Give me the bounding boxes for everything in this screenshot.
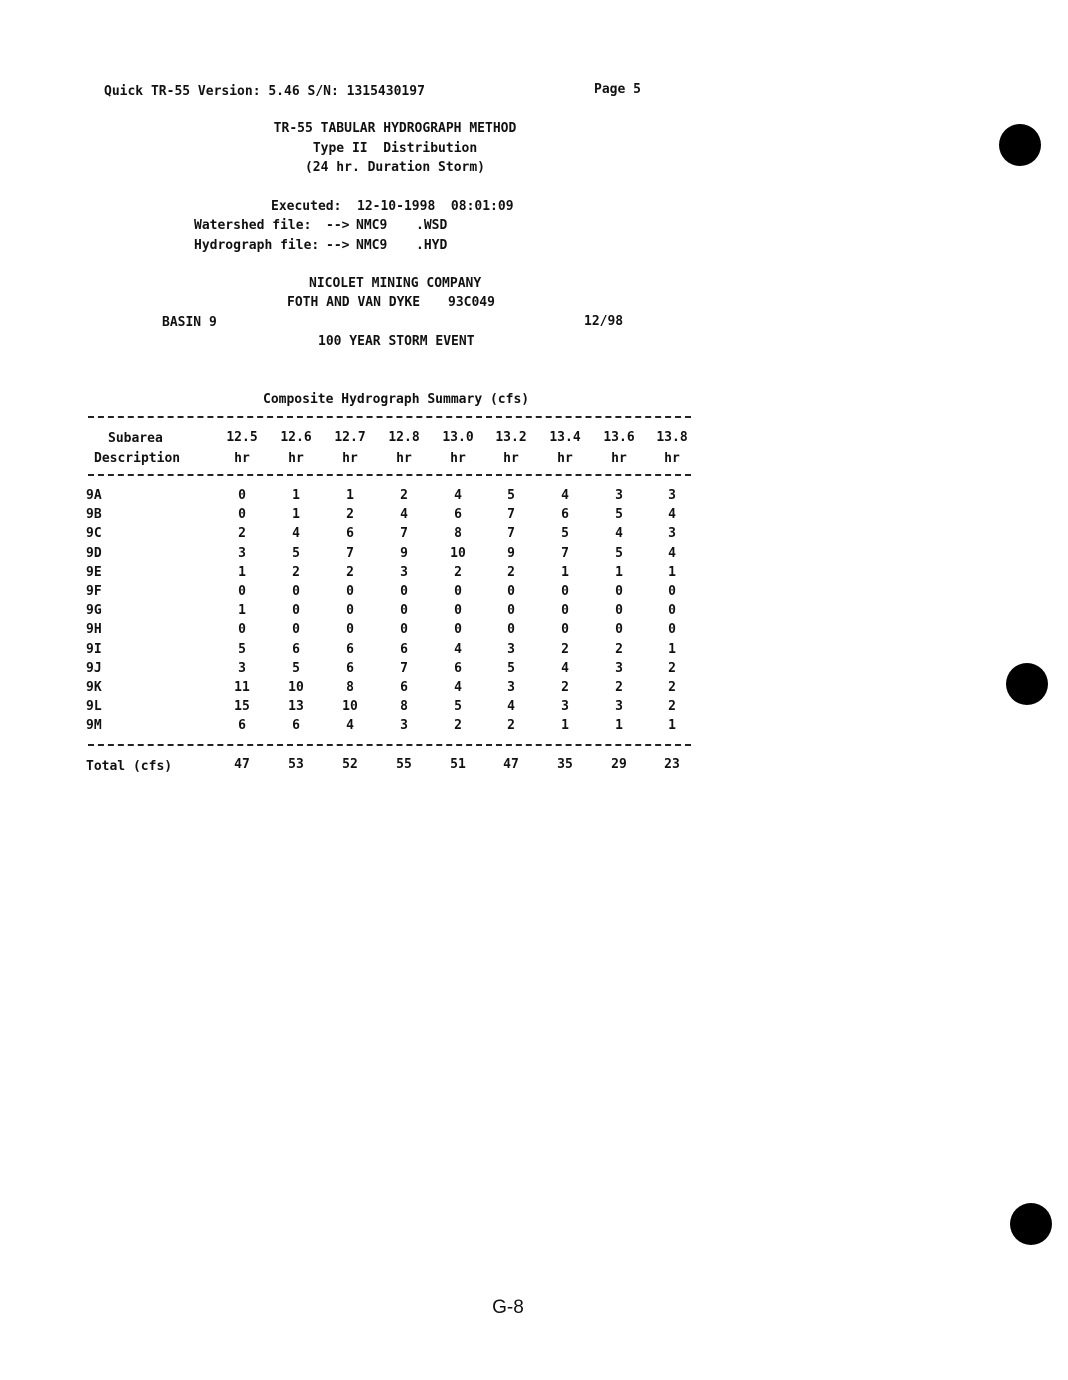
table-cell: 2 (668, 680, 676, 695)
table-cell: 3 (561, 699, 569, 714)
table-cell: 2 (507, 718, 515, 733)
table-cell: 0 (292, 603, 300, 618)
hydrograph-file-name: NMC9 (356, 238, 388, 253)
table-cell: 0 (615, 622, 623, 637)
table-cell: 1 (615, 565, 623, 580)
subarea-label: 9J (86, 661, 102, 676)
table-cell: 4 (561, 488, 569, 503)
consultant-name: FOTH AND VAN DYKE (287, 295, 421, 310)
subarea-label: 9H (86, 622, 102, 637)
table-rule-bottom (88, 744, 691, 746)
table-cell: 7 (346, 546, 354, 561)
table-cell: 2 (668, 699, 676, 714)
table-cell: 9 (400, 546, 408, 561)
total-cell: 29 (611, 757, 627, 772)
table-cell: 3 (400, 565, 408, 580)
table-cell: 0 (561, 584, 569, 599)
watershed-file-arrow: --> (326, 218, 350, 233)
table-cell: 1 (238, 565, 246, 580)
table-cell: 2 (454, 565, 462, 580)
row-header-subarea: Subarea (108, 431, 163, 446)
table-cell: 5 (561, 526, 569, 541)
table-cell: 10 (342, 699, 358, 714)
table-cell: 6 (400, 680, 408, 695)
table-cell: 5 (615, 546, 623, 561)
table-cell: 2 (238, 526, 246, 541)
table-cell: 8 (346, 680, 354, 695)
table-cell: 0 (561, 622, 569, 637)
time-header-4: 12.8 (388, 430, 420, 445)
table-cell: 6 (292, 642, 300, 657)
subarea-label: 9B (86, 507, 102, 522)
time-unit-5: hr (450, 451, 466, 466)
watershed-file-name: NMC9 (356, 218, 388, 233)
time-header-8: 13.6 (603, 430, 635, 445)
table-cell: 1 (346, 488, 354, 503)
distribution-type: Type II Distribution (312, 141, 478, 156)
time-unit-3: hr (342, 451, 358, 466)
table-cell: 5 (615, 507, 623, 522)
table-cell: 5 (238, 642, 246, 657)
table-cell: 7 (561, 546, 569, 561)
table-cell: 5 (292, 546, 300, 561)
table-cell: 2 (400, 488, 408, 503)
table-cell: 0 (668, 622, 676, 637)
table-cell: 1 (292, 507, 300, 522)
storm-duration: (24 hr. Duration Storm) (304, 160, 485, 175)
table-cell: 1 (615, 718, 623, 733)
table-cell: 7 (507, 507, 515, 522)
table-cell: 3 (615, 488, 623, 503)
subarea-label: 9K (86, 680, 102, 695)
basin-name: BASIN 9 (162, 315, 217, 330)
table-cell: 4 (615, 526, 623, 541)
table-cell: 0 (292, 622, 300, 637)
total-cell: 23 (664, 757, 680, 772)
table-cell: 3 (615, 661, 623, 676)
subarea-label: 9A (86, 488, 102, 503)
table-cell: 1 (668, 642, 676, 657)
total-cell: 35 (557, 757, 573, 772)
table-cell: 6 (400, 642, 408, 657)
table-cell: 0 (400, 603, 408, 618)
table-cell: 1 (668, 718, 676, 733)
table-cell: 0 (400, 622, 408, 637)
subarea-label: 9G (86, 603, 102, 618)
total-cell: 47 (503, 757, 519, 772)
time-header-1: 12.5 (226, 430, 258, 445)
table-cell: 0 (668, 603, 676, 618)
subarea-label: 9I (86, 642, 102, 657)
subarea-label: 9D (86, 546, 102, 561)
total-cell: 53 (288, 757, 304, 772)
table-cell: 3 (238, 546, 246, 561)
watershed-file-ext: .WSD (416, 218, 448, 233)
table-cell: 6 (346, 526, 354, 541)
table-cell: 8 (400, 699, 408, 714)
table-cell: 2 (561, 680, 569, 695)
hydrograph-file-label: Hydrograph file: (194, 238, 320, 253)
table-cell: 2 (346, 507, 354, 522)
table-cell: 1 (561, 565, 569, 580)
subarea-label: 9L (86, 699, 102, 714)
table-cell: 0 (346, 603, 354, 618)
table-cell: 4 (454, 680, 462, 695)
table-cell: 11 (234, 680, 250, 695)
table-cell: 4 (454, 642, 462, 657)
table-cell: 6 (561, 507, 569, 522)
table-cell: 2 (507, 565, 515, 580)
table-cell: 0 (238, 622, 246, 637)
table-cell: 2 (561, 642, 569, 657)
table-cell: 8 (454, 526, 462, 541)
table-cell: 1 (561, 718, 569, 733)
time-unit-6: hr (503, 451, 519, 466)
project-number: 93C049 (448, 295, 495, 310)
table-cell: 13 (288, 699, 304, 714)
subarea-label: 9E (86, 565, 102, 580)
table-cell: 0 (561, 603, 569, 618)
table-cell: 6 (292, 718, 300, 733)
table-cell: 1 (292, 488, 300, 503)
table-cell: 3 (238, 661, 246, 676)
table-cell: 0 (507, 584, 515, 599)
subarea-label: 9C (86, 526, 102, 541)
table-rule-mid (88, 474, 691, 476)
table-cell: 0 (454, 603, 462, 618)
table-cell: 6 (238, 718, 246, 733)
table-cell: 1 (668, 565, 676, 580)
table-cell: 3 (400, 718, 408, 733)
table-cell: 0 (400, 584, 408, 599)
table-cell: 4 (668, 507, 676, 522)
table-cell: 0 (346, 584, 354, 599)
time-unit-9: hr (664, 451, 680, 466)
report-title: TR-55 TABULAR HYDROGRAPH METHOD (273, 121, 517, 136)
time-unit-2: hr (288, 451, 304, 466)
table-cell: 5 (507, 488, 515, 503)
table-cell: 0 (292, 584, 300, 599)
table-cell: 5 (292, 661, 300, 676)
time-unit-1: hr (234, 451, 250, 466)
table-cell: 10 (450, 546, 466, 561)
time-unit-8: hr (611, 451, 627, 466)
time-header-7: 13.4 (549, 430, 581, 445)
executed-value: 12-10-1998 08:01:09 (357, 199, 514, 214)
table-cell: 0 (507, 603, 515, 618)
row-header-description: Description (94, 451, 181, 466)
table-cell: 0 (615, 603, 623, 618)
table-cell: 2 (615, 680, 623, 695)
table-caption: Composite Hydrograph Summary (cfs) (263, 392, 530, 407)
time-unit-4: hr (396, 451, 412, 466)
table-cell: 7 (400, 661, 408, 676)
table-cell: 0 (668, 584, 676, 599)
table-rule-top (88, 416, 691, 418)
table-cell: 6 (454, 661, 462, 676)
table-cell: 3 (668, 488, 676, 503)
page-id: G-8 (492, 1297, 524, 1318)
time-header-9: 13.8 (656, 430, 688, 445)
subarea-label: 9M (86, 718, 102, 733)
punch-hole-top (999, 124, 1041, 166)
table-cell: 2 (346, 565, 354, 580)
table-cell: 3 (615, 699, 623, 714)
table-cell: 4 (507, 699, 515, 714)
storm-event: 100 YEAR STORM EVENT (318, 334, 475, 349)
table-cell: 6 (346, 642, 354, 657)
time-header-5: 13.0 (442, 430, 474, 445)
table-cell: 3 (507, 642, 515, 657)
program-version: Quick TR-55 Version: 5.46 S/N: 1315430197 (104, 84, 425, 99)
table-cell: 6 (454, 507, 462, 522)
time-unit-7: hr (557, 451, 573, 466)
table-cell: 6 (346, 661, 354, 676)
table-cell: 0 (238, 507, 246, 522)
time-header-2: 12.6 (280, 430, 312, 445)
subarea-label: 9F (86, 584, 102, 599)
table-cell: 0 (346, 622, 354, 637)
hydrograph-file-arrow: --> (326, 238, 350, 253)
table-cell: 4 (400, 507, 408, 522)
table-cell: 4 (346, 718, 354, 733)
time-header-6: 13.2 (495, 430, 527, 445)
total-label: Total (cfs) (86, 759, 173, 774)
watershed-file-label: Watershed file: (194, 218, 312, 233)
page-number: Page 5 (594, 82, 641, 97)
time-header-3: 12.7 (334, 430, 366, 445)
punch-hole-bottom (1010, 1203, 1052, 1245)
table-cell: 0 (238, 584, 246, 599)
executed-label: Executed: (271, 199, 342, 214)
table-cell: 0 (615, 584, 623, 599)
table-cell: 0 (238, 488, 246, 503)
table-cell: 0 (507, 622, 515, 637)
table-cell: 4 (561, 661, 569, 676)
table-cell: 7 (507, 526, 515, 541)
hydrograph-file-ext: .HYD (416, 238, 448, 253)
table-cell: 1 (238, 603, 246, 618)
table-cell: 15 (234, 699, 250, 714)
table-cell: 2 (454, 718, 462, 733)
company-name: NICOLET MINING COMPANY (309, 276, 482, 291)
table-cell: 4 (454, 488, 462, 503)
table-cell: 2 (615, 642, 623, 657)
table-cell: 0 (454, 584, 462, 599)
table-cell: 5 (454, 699, 462, 714)
project-date: 12/98 (584, 314, 624, 329)
table-cell: 4 (292, 526, 300, 541)
total-cell: 52 (342, 757, 358, 772)
table-cell: 5 (507, 661, 515, 676)
table-cell: 2 (292, 565, 300, 580)
table-cell: 4 (668, 546, 676, 561)
table-cell: 7 (400, 526, 408, 541)
table-cell: 9 (507, 546, 515, 561)
total-cell: 51 (450, 757, 466, 772)
table-cell: 3 (668, 526, 676, 541)
total-cell: 55 (396, 757, 412, 772)
table-cell: 2 (668, 661, 676, 676)
table-cell: 3 (507, 680, 515, 695)
total-cell: 47 (234, 757, 250, 772)
table-cell: 0 (454, 622, 462, 637)
table-cell: 10 (288, 680, 304, 695)
punch-hole-middle (1006, 663, 1048, 705)
